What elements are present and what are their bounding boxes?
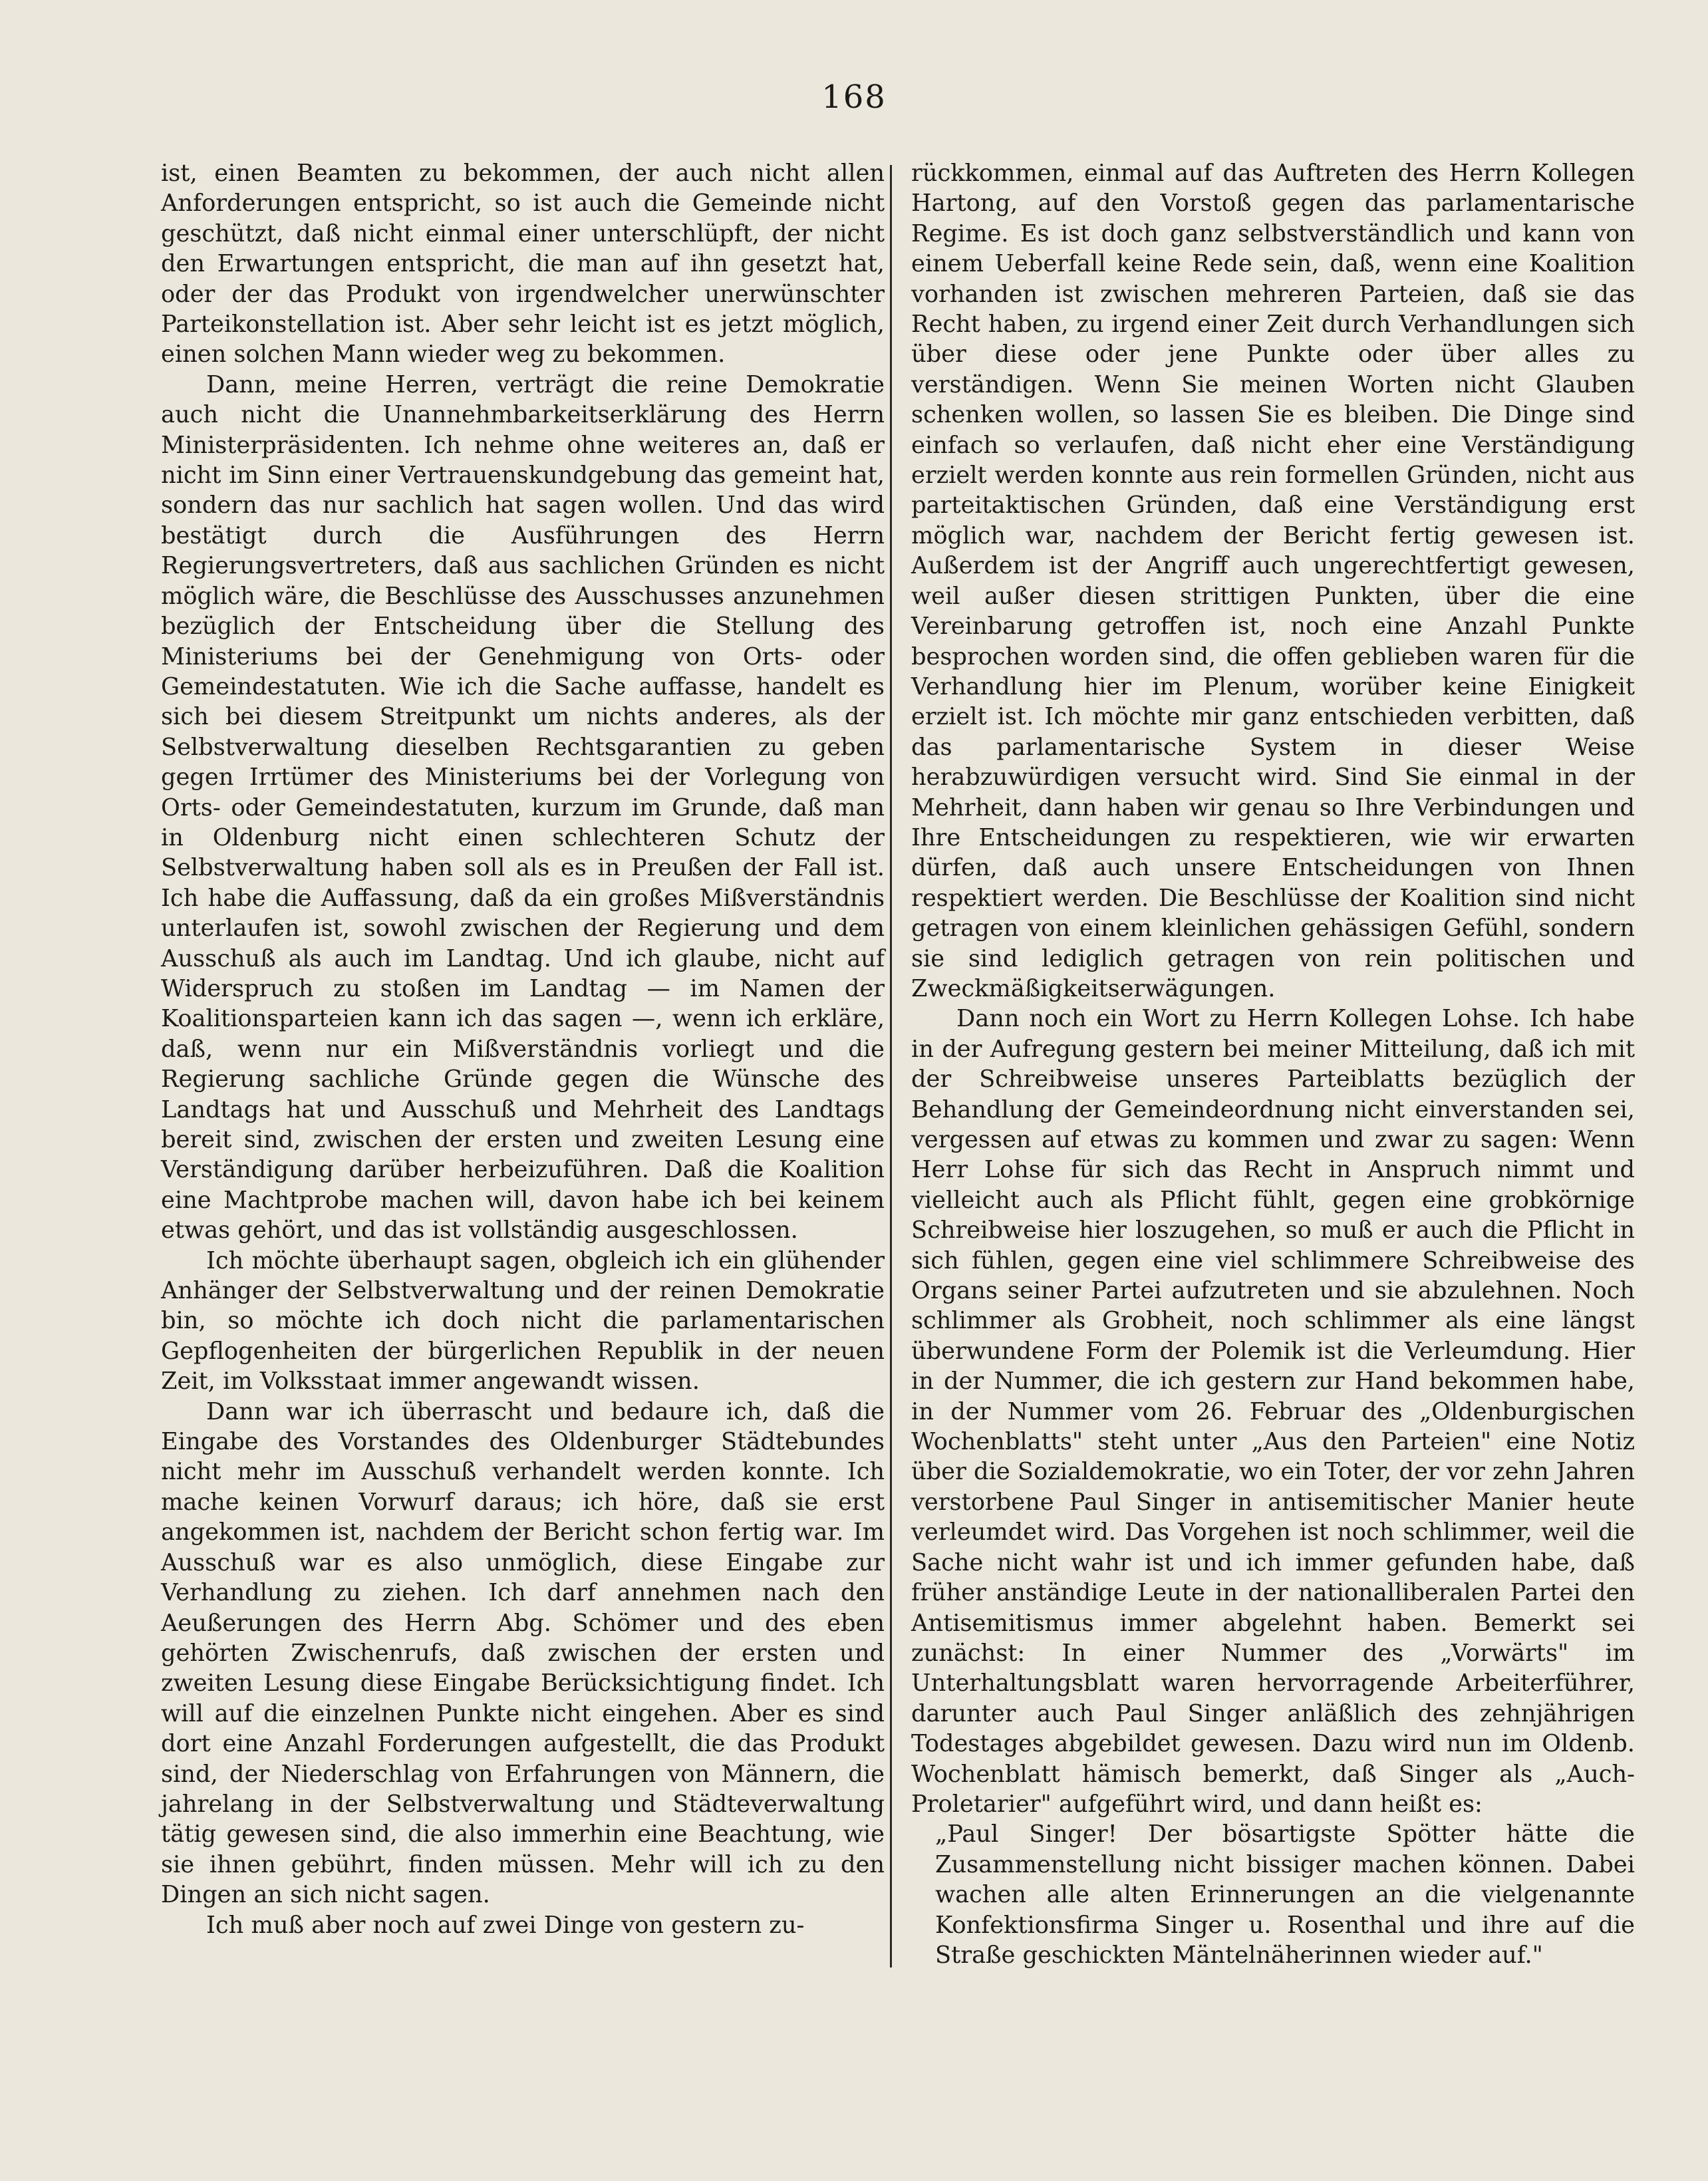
paragraph: Ich möchte überhaupt sagen, obgleich ich ein glühender Anhänger der Selbstverwaltung und der reinen Demokratie bin, so möchte ich doch nicht die parlamentarischen Gepflogenheiten der bürgerlichen Republik in der neuen Zeit, im Volksstaat immer angewandt wissen. bbox=[161, 1246, 885, 1395]
column-divider bbox=[890, 165, 892, 1967]
paragraph: ist, einen Beamten zu bekommen, der auch nicht allen Anforderungen entspricht, so ist auch die Gemeinde nicht geschützt, daß nicht einmal einer unterschlüpft, der nicht den Erwartungen entspricht, die man auf ihn gesetzt hat, oder der das Produkt von irgendwelcher unerwünschter Parteikonstellation ist. Aber sehr leicht ist es jetzt möglich, einen solchen Mann wieder weg zu bekommen. bbox=[161, 160, 885, 368]
quotation: „Paul Singer! Der bösartigste Spötter hätte die Zusammenstellung nicht bissiger machen können. Dabei wachen alle alten Erinnerungen an die vielgenannte Konfektionsfirma Singer u. Rosenthal und ihre auf die Straße geschickten Mäntelnäherinnen wieder auf." bbox=[935, 1820, 1635, 1969]
right-column bbox=[911, 158, 1635, 1970]
paragraph: Dann noch ein Wort zu Herrn Kollegen Lohse. Ich habe in der Aufregung gestern bei meiner Mitteilung, daß ich mit der Schreibweise unseres Parteiblatts bezüglich der Behandlung der Gemeindeordnung nicht einverstanden sei, vergessen auf etwas zu kommen und zwar zu sagen: Wenn Herr Lohse für sich das Recht in Anspruch nimmt und vielleicht auch als Pflicht fühlt, gegen eine grobkörnige Schreibweise hier loszugehen, so muß er auch die Pflicht in sich fühlen, gegen eine viel schlimmere Schreibweise des Organs seiner Partei aufzutreten und sie abzulehnen. Noch schlimmer als Grobheit, noch schlimmer als eine längst überwundene Form der Polemik ist die Verleumdung. Hier in der Nummer, die ich gestern zur Hand bekommen habe, in der Nummer vom 26. Februar des „Oldenburgischen Wochenblatts" steht unter „Aus den Parteien" eine Notiz über die Sozialdemokratie, wo ein Toter, der vor zehn Jahren verstorbene Paul Singer in antisemitischer Manier heute verleumdet wird. Das Vorgehen ist noch schlimmer, weil die Sache nicht wahr ist und ich immer gefunden habe, daß früher anständige Leute in der nationalliberalen Partei den Antisemitismus immer abgelehnt haben. Bemerkt sei zunächst: In einer Nummer des „Vorwärts" im Unterhaltungsblatt waren hervorragende Arbeiterführer, darunter auch Paul Singer anläßlich des zehnjährigen Todestages abgebildet gewesen. Dazu wird nun im Oldenb. Wochenblatt hämisch bemerkt, daß Singer als „Auch-Proletarier" aufgeführt wird, und dann heißt es: bbox=[911, 1005, 1635, 1818]
paragraph: Ich muß aber noch auf zwei Dinge von gestern zu- bbox=[206, 1911, 805, 1939]
paragraph: rückkommen, einmal auf das Auftreten des Herrn Kollegen Hartong, auf den Vorstoß gegen das parlamentarische Regime. Es ist doch ganz selbstverständlich und kann von einem Ueberfall keine Rede sein, daß, wenn eine Koalition vorhanden ist zwischen mehreren Parteien, daß sie das Recht haben, zu irgend einer Zeit durch Verhandlungen sich über diese oder jene Punkte oder über alles zu verständigen. Wenn Sie meinen Worten nicht Glauben schenken wollen, so lassen Sie es bleiben. Die Dinge sind einfach so verlaufen, daß nicht eher eine Verständigung erzielt werden konnte aus rein formellen Gründen, nicht aus parteitaktischen Gründen, daß eine Verständigung erst möglich war, nachdem der Bericht fertig gewesen ist. Außerdem ist der Angriff auch ungerechtfertigt gewesen, weil außer diesen strittigen Punkten, über die eine Vereinbarung getroffen ist, noch eine Anzahl Punkte besprochen worden sind, die offen geblieben waren für die Verhandlung hier im Plenum, worüber keine Einigkeit erzielt ist. Ich möchte mir ganz entschieden verbitten, daß das parlamentarische System in dieser Weise herabzuwürdigen versucht wird. Sind Sie einmal in der Mehrheit, dann haben wir genau so Ihre Verbindungen und Ihre Entscheidungen zu respektieren, wie wir erwarten dürfen, daß auch unsere Entscheidungen von Ihnen respektiert werden. Die Beschlüsse der Koalition sind nicht getragen von einem kleinlichen gehässigen Gefühl, sondern sie sind lediglich getragen von rein politischen und Zweckmäßigkeitserwägungen. bbox=[911, 160, 1635, 1002]
left-column bbox=[161, 158, 885, 1940]
page-number: 168 bbox=[821, 78, 887, 116]
paragraph: Dann war ich überrascht und bedaure ich, daß die Eingabe des Vorstandes des Oldenburger Städtebundes nicht mehr im Ausschuß verhandelt werden konnte. Ich mache keinen Vorwurf daraus; ich höre, daß sie erst angekommen ist, nachdem der Bericht schon fertig war. Im Ausschuß war es also unmöglich, diese Eingabe zur Verhandlung zu ziehen. Ich darf annehmen nach den Aeußerungen des Herrn Abg. Schömer und des eben gehörten Zwischenrufs, daß zwischen der ersten und zweiten Lesung diese Eingabe Berücksichtigung findet. Ich will auf die einzelnen Punkte nicht eingehen. Aber es sind dort eine Anzahl Forderungen aufgestellt, die das Produkt sind, der Niederschlag von Erfahrungen von Männern, die jahrelang in der Selbstverwaltung und Städteverwaltung tätig gewesen sind, die also immerhin eine Beachtung, wie sie ihnen gebührt, finden müssen. Mehr will ich zu den Dingen an sich nicht sagen. bbox=[161, 1397, 885, 1909]
paragraph: Dann, meine Herren, verträgt die reine Demokratie auch nicht die Unannehmbarkeitserklärung des Herrn Ministerpräsidenten. Ich nehme ohne weiteres an, daß er nicht im Sinn einer Vertrauenskundgebung das gemeint hat, sondern das nur sachlich hat sagen wollen. Und das wird bestätigt durch die Ausführungen des Herrn Regierungsvertreters, daß aus sachlichen Gründen es nicht möglich wäre, die Beschlüsse des Ausschusses anzunehmen bezüglich der Entscheidung über die Stellung des Ministeriums bei der Genehmigung von Orts- oder Gemeindestatuten. Wie ich die Sache auffasse, handelt es sich bei diesem Streitpunkt um nichts anderes, als der Selbstverwaltung dieselben Rechtsgarantien zu geben gegen Irrtümer des Ministeriums bei der Vorlegung von Orts- oder Gemeindestatuten, kurzum im Grunde, daß man in Oldenburg nicht einen schlechteren Schutz der Selbstverwaltung haben soll als es in Preußen der Fall ist. Ich habe die Auffassung, daß da ein großes Mißverständnis unterlaufen ist, sowohl zwischen der Regierung und dem Ausschuß als auch im Landtag. Und ich glaube, nicht auf Widerspruch zu stoßen im Landtag — im Namen der Koalitionsparteien kann ich das sagen —, wenn ich erkläre, daß, wenn nur ein Mißverständnis vorliegt und die Regierung sachliche Gründe gegen die Wünsche des Landtags hat und Ausschuß und Mehrheit des Landtags bereit sind, zwischen der ersten und zweiten Lesung eine Verständigung darüber herbeizuführen. Daß die Koalition eine Machtprobe machen will, davon habe ich bei keinem etwas gehört, und das ist vollständig ausgeschlossen. bbox=[161, 370, 885, 1244]
